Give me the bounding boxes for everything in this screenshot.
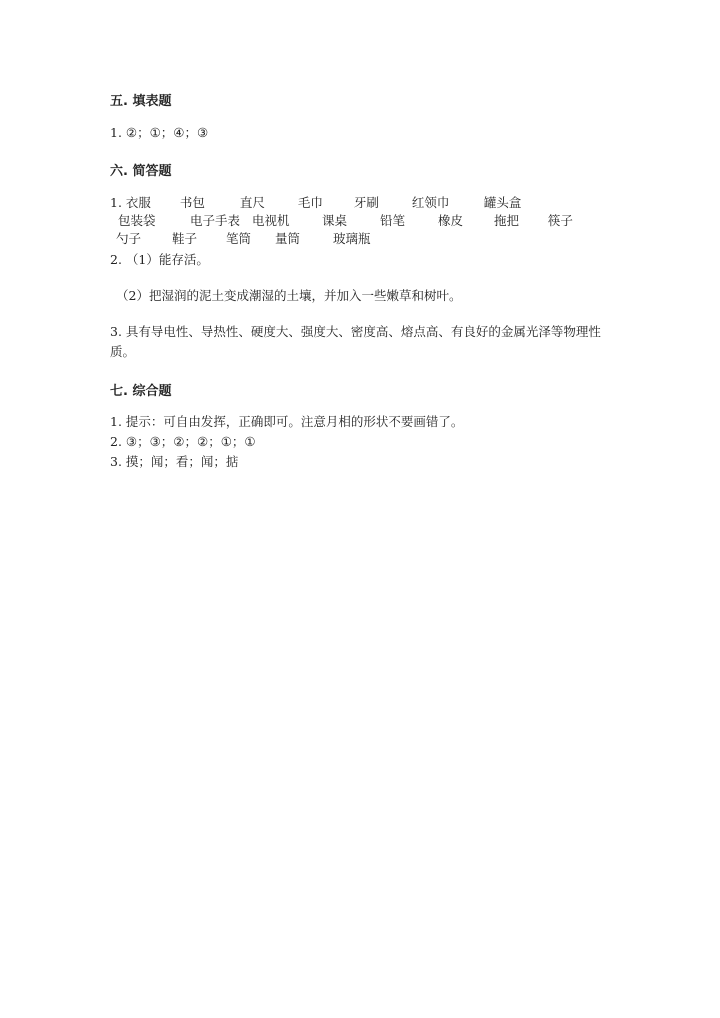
list-item: 书包: [179, 195, 205, 210]
list-item: 筷子: [547, 213, 573, 228]
section-seven-answer-3: 3. 摸；闻；看；闻；掂: [110, 454, 239, 469]
section-six-answer-3: 3. 具有导电性、导热性、硬度大、强度大、密度高、熔点高、有良好的金属光泽等物理性质。: [110, 324, 601, 359]
list-item: 毛巾: [297, 195, 323, 210]
section-seven-answer-1: 1. 提示：可自由发挥，正确即可。注意月相的形状不要画错了。: [110, 414, 464, 429]
list-item: 鞋子: [171, 231, 197, 246]
list-item: 红领巾: [411, 195, 450, 210]
list-item: 勺子: [116, 231, 142, 246]
list-item: 罐头盒: [483, 195, 522, 210]
section-seven-answer-2: 2. ③；③；②；②；①；①: [110, 434, 256, 449]
list-item: 直尺: [239, 195, 265, 210]
list-item: 衣服: [125, 195, 151, 210]
list-item: 笔筒: [225, 231, 251, 246]
section-five-heading: 五. 填表题: [110, 94, 172, 109]
section-six-answer-2-part-2: （2）把湿润的泥土变成潮湿的土壤，并加入一些嫩草和树叶。: [116, 288, 462, 303]
answer-1-number: 1.: [110, 195, 122, 210]
list-item: 课桌: [321, 213, 347, 228]
section-six-answer-1: [110, 194, 615, 248]
section-five-answer-1: 1. ②；①；④；③: [110, 125, 209, 140]
list-item: 电视机: [252, 213, 290, 228]
list-item: 量筒: [274, 231, 300, 246]
list-item: 玻璃瓶: [332, 231, 371, 246]
list-item: 橡皮: [437, 213, 463, 228]
section-seven-heading: 七. 综合题: [110, 384, 172, 399]
list-item: 包装袋: [118, 213, 156, 228]
list-item: 拖把: [493, 213, 519, 228]
section-six-answer-2-part-1: 2. （1）能存活。: [110, 252, 209, 267]
list-item: 电子手表: [190, 213, 241, 228]
section-six-heading: 六. 简答题: [110, 164, 172, 179]
list-item: 牙刷: [353, 195, 379, 210]
list-item: 铅笔: [379, 213, 405, 228]
